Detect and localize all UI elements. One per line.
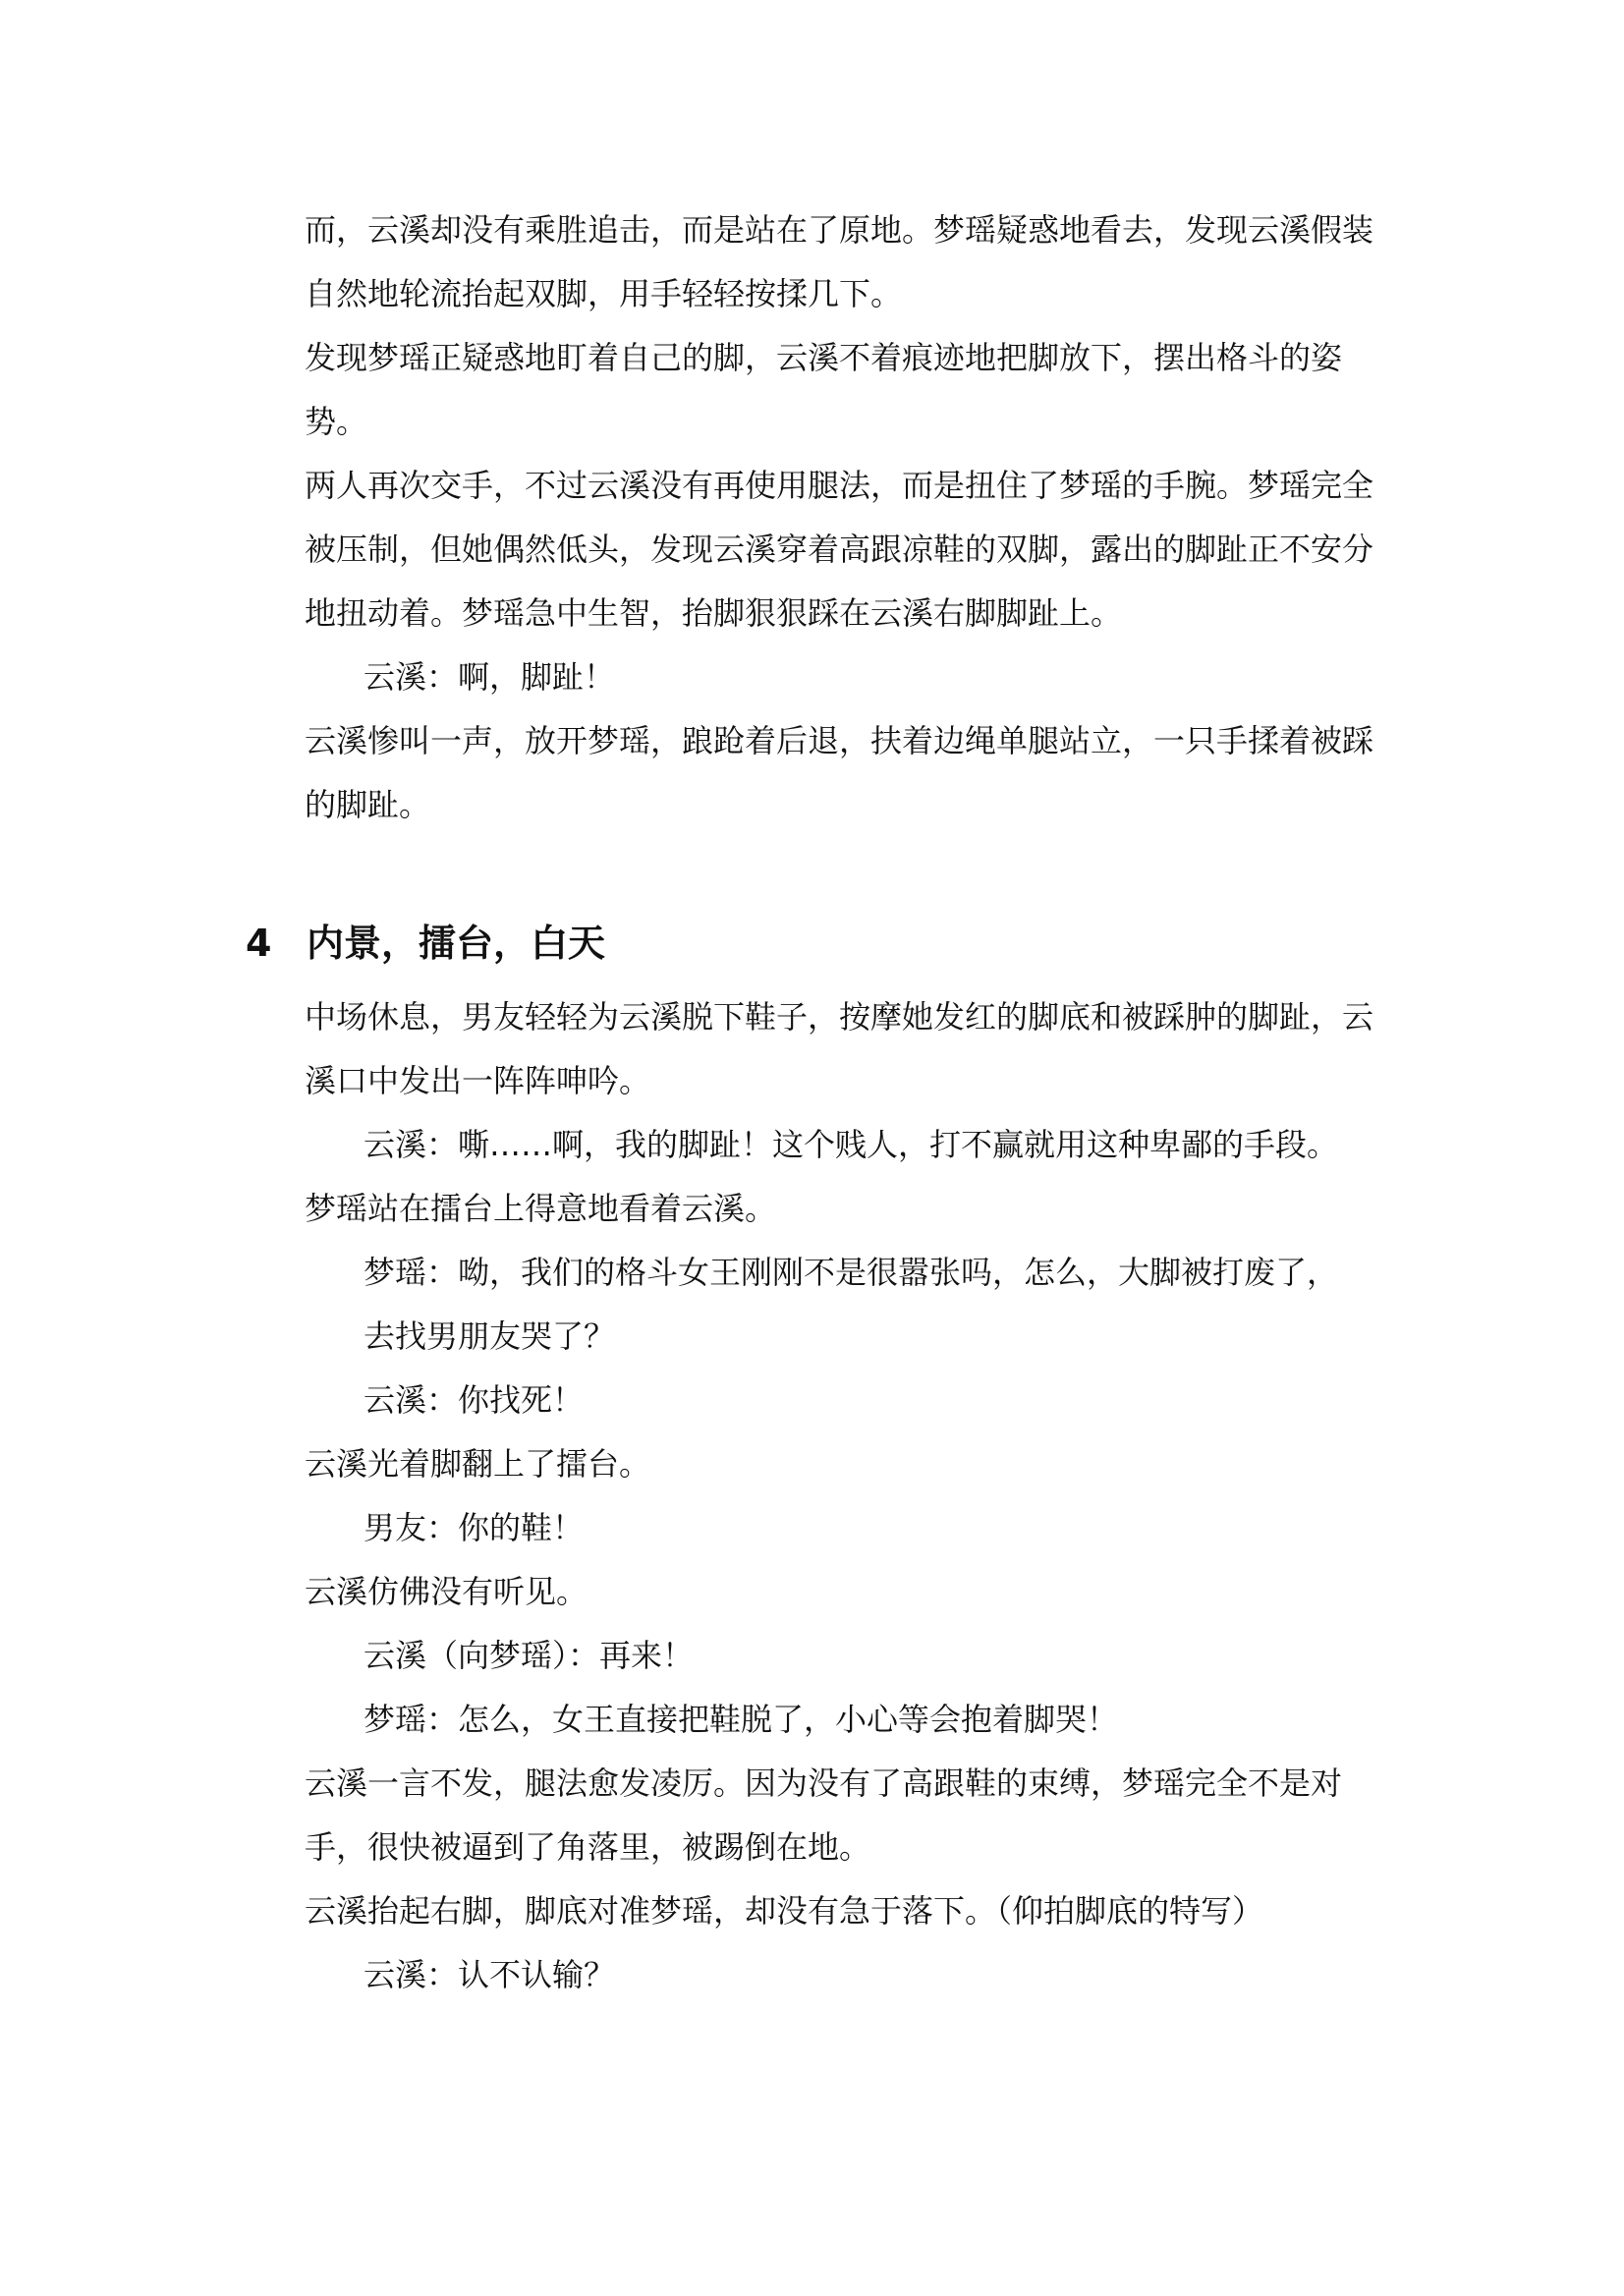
dialogue-line: 云溪：你找死！ (364, 1381, 585, 1419)
paragraph: 云溪一言不发，腿法愈发凌厉。因为没有了高跟鞋的束缚，梦瑶完全不是对手，很快被逼到了角落里，被踢倒在地。 (305, 1764, 1343, 1866)
paragraph: 云溪光着脚翻上了擂台。 (305, 1445, 651, 1483)
dialogue-line: 男友：你的鞋！ (364, 1509, 585, 1546)
dialogue-line: 云溪：嘶……啊，我的脚趾！这个贱人，打不赢就用这种卑鄙的手段。 (364, 1126, 1339, 1163)
paragraph: 云溪惨叫一声，放开梦瑶，踉跄着后退，扶着边绳单腿站立，一只手揉着被踩的脚趾。 (305, 722, 1374, 823)
section-1-body (305, 198, 1395, 837)
dialogue-line: 梦瑶：怎么，女王直接把鞋脱了，小心等会抱着脚哭！ (364, 1701, 1119, 1738)
dialogue-line: 梦瑶：呦，我们的格斗女王刚刚不是很嚣张吗，怎么，大脚被打废了，去找男朋友哭了？ (364, 1254, 1339, 1355)
paragraph: 两人再次交手，不过云溪没有再使用腿法，而是扭住了梦瑶的手腕。梦瑶完全被压制，但她偶然低头，发现云溪穿着高跟凉鞋的双脚，露出的脚趾正不安分地扭动着。梦瑶急中生智，抬脚狠狠踩在云溪右脚脚趾上。 (305, 467, 1374, 632)
scene-heading (246, 914, 605, 973)
paragraph: 中场休息，男友轻轻为云溪脱下鞋子，按摩她发红的脚底和被踩肿的脚趾，云溪口中发出一阵阵呻吟。 (305, 998, 1374, 1099)
dialogue-line: 云溪：认不认输？ (364, 1956, 616, 1993)
dialogue-line: 云溪：啊，脚趾！ (364, 658, 616, 696)
paragraph: 而，云溪却没有乘胜追击，而是站在了原地。梦瑶疑惑地看去，发现云溪假装自然地轮流抬起双脚，用手轻轻按揉几下。 (305, 211, 1374, 312)
dialogue-line: 云溪（向梦瑶）：再来！ (364, 1637, 695, 1674)
paragraph: 梦瑶站在擂台上得意地看着云溪。 (305, 1190, 777, 1227)
section-2-body (305, 985, 1395, 2007)
scene-number: 4 (246, 922, 272, 965)
paragraph: 云溪仿佛没有听见。 (305, 1573, 588, 1610)
paragraph: 云溪抬起右脚，脚底对准梦瑶，却没有急于落下。（仰拍脚底的特写） (305, 1892, 1264, 1930)
scene-title: 内景，擂台，白天 (307, 922, 606, 965)
paragraph: 发现梦瑶正疑惑地盯着自己的脚，云溪不着痕迹地把脚放下，摆出格斗的姿势。 (305, 339, 1343, 440)
